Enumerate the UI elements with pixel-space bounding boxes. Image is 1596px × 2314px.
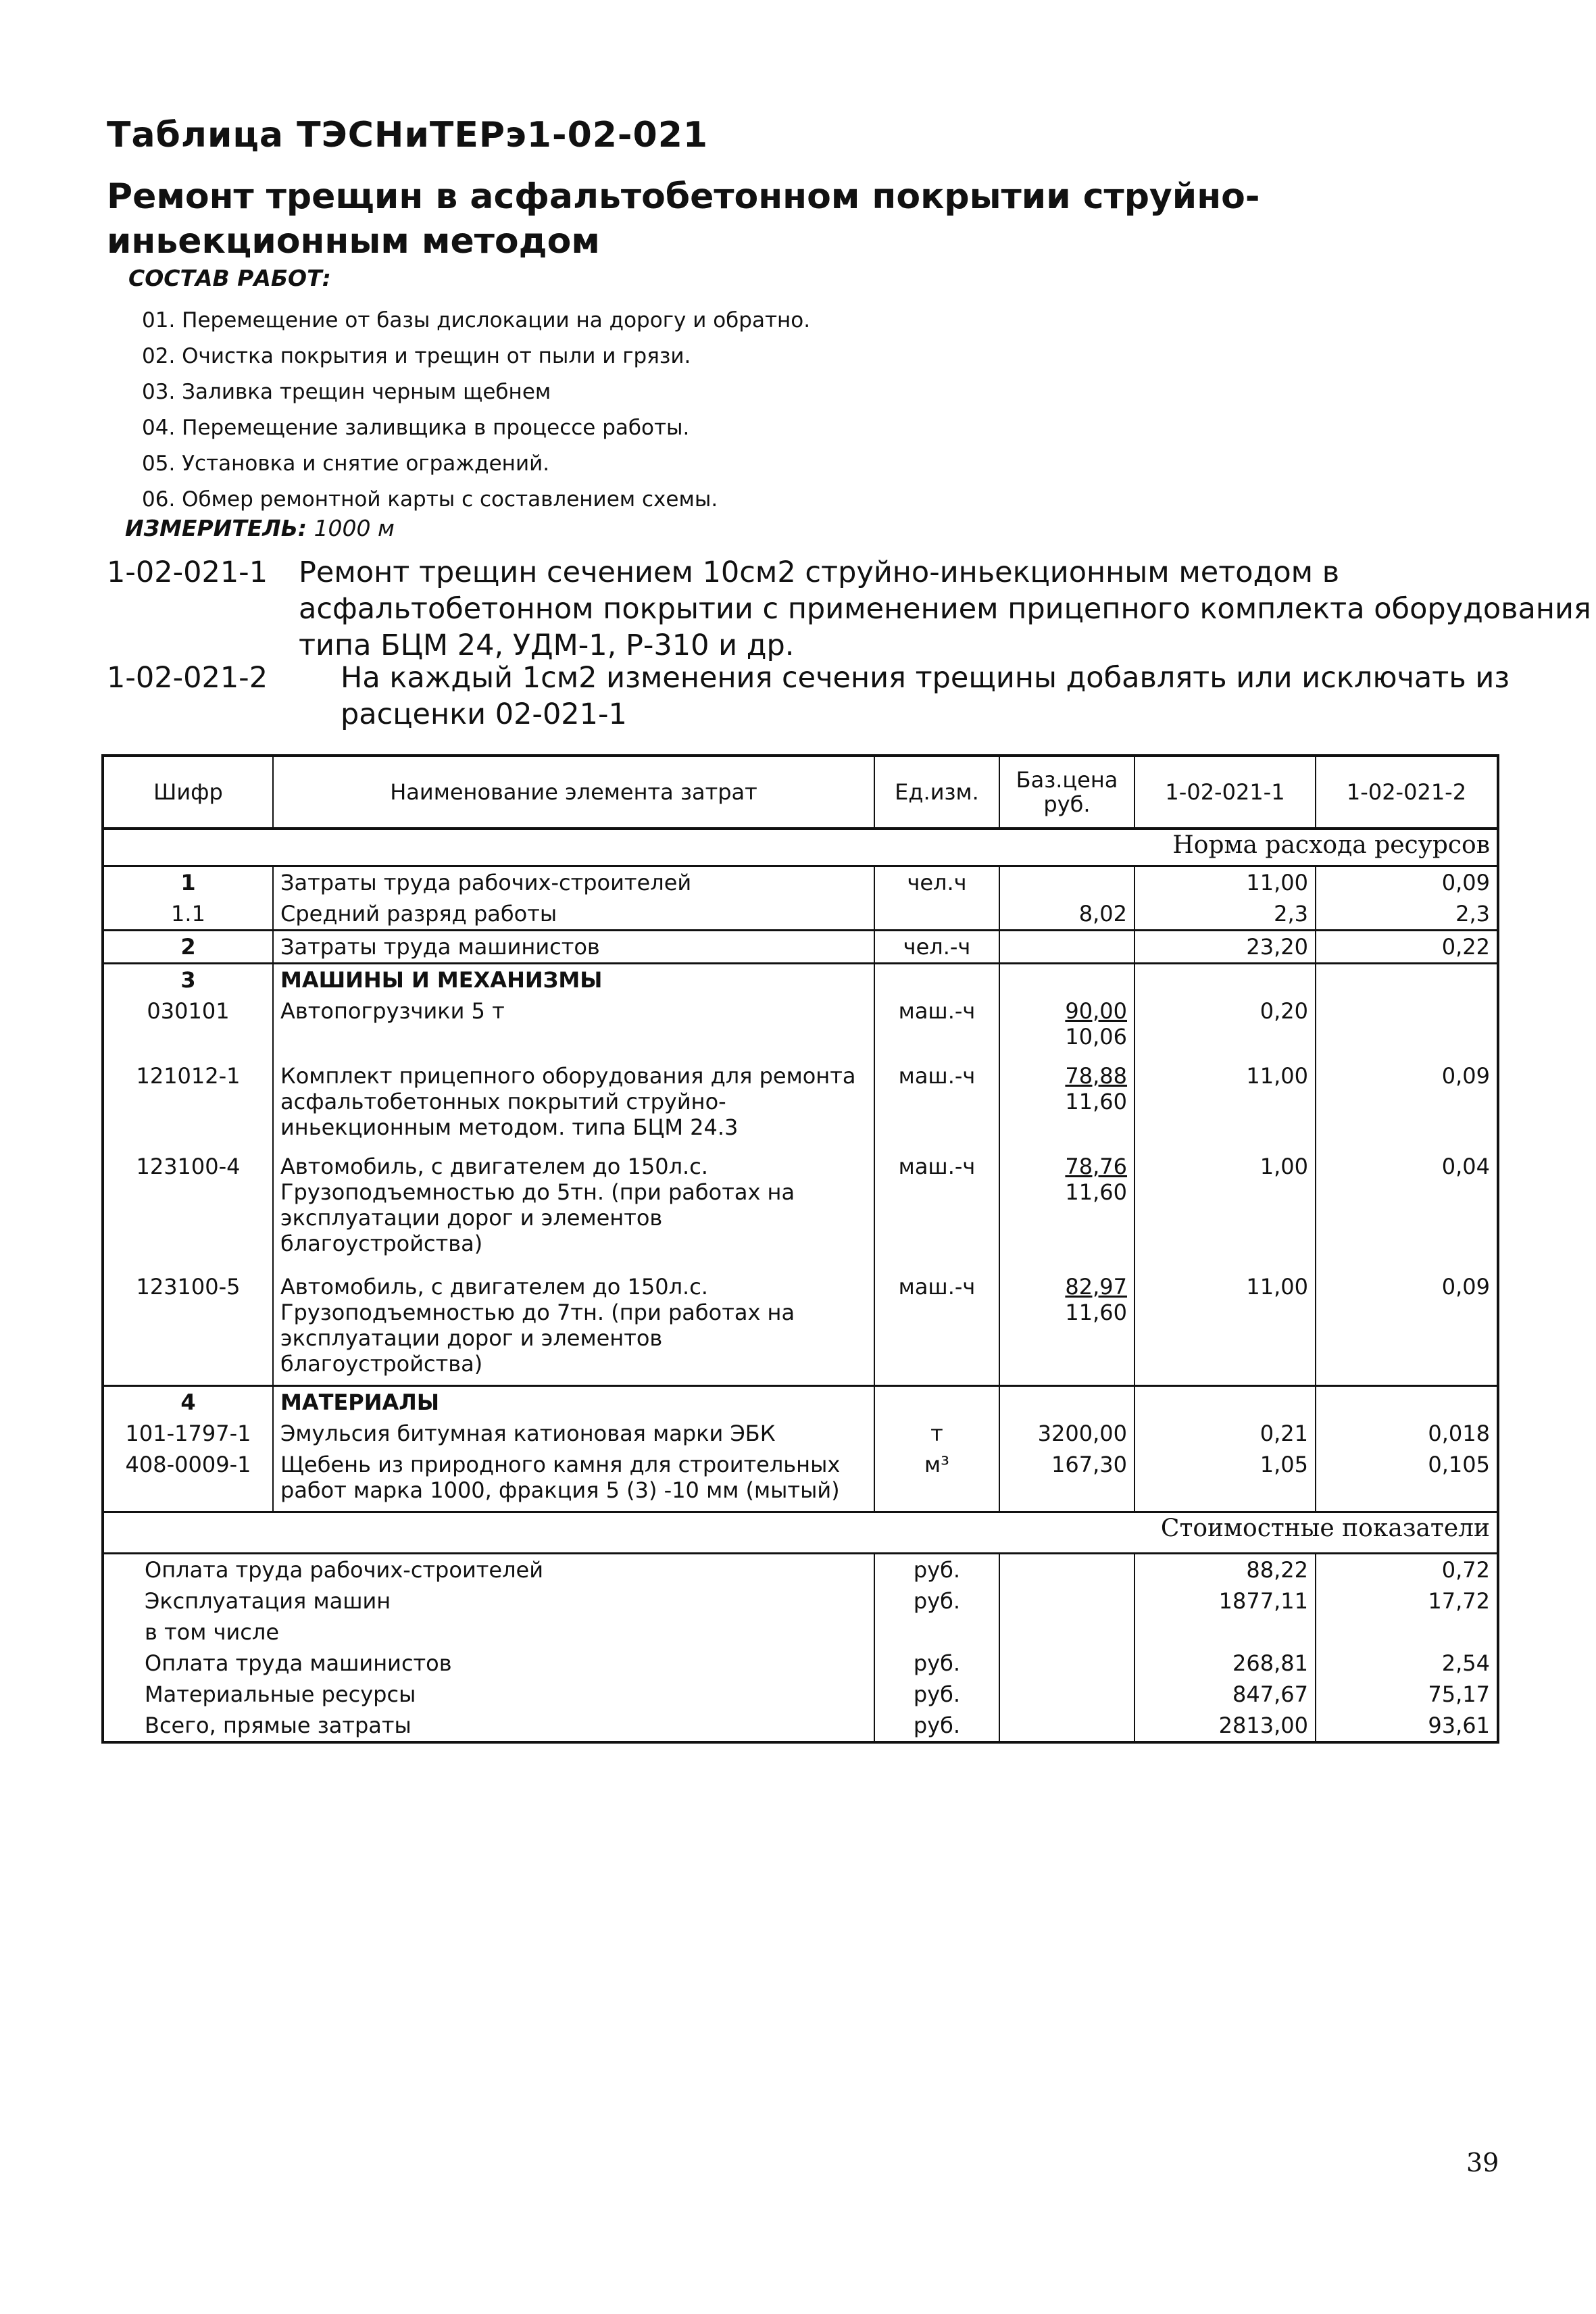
cost-unit [874,1617,999,1648]
header-col2: 1-02-021-2 [1316,756,1498,829]
row-price: 167,30 [999,1449,1134,1512]
row-code: 1.1 [103,898,273,931]
row-value-2: 0,09 [1316,1271,1498,1386]
page-number: 39 [1466,2148,1499,2177]
header-row [103,756,1498,829]
header-name: Наименование элемента затрат [273,756,874,829]
work-item: 02. Очистка покрытия и трещин от пыли и грязи. [142,344,691,368]
cost-value-1: 1877,11 [1134,1585,1316,1617]
row-unit: чел.ч [874,866,999,899]
table-row [103,1418,1498,1449]
row-value-1: 23,20 [1134,931,1316,964]
price-base: 90,00 [1065,998,1127,1024]
document-title: Таблица ТЭСНиТЕРэ1-02-021 [107,115,709,155]
row-value-1: 0,20 [1134,995,1316,1060]
row-unit: т [874,1418,999,1449]
row-value-1: 11,00 [1134,1271,1316,1386]
cost-empty [999,1648,1134,1679]
row-name: Щебень из природного камня для строительных работ марка 1000, фракция 5 (3) -10 мм (мытый) [273,1449,874,1512]
code-entry [107,660,1526,741]
cost-row [103,1710,1498,1742]
cost-value-2 [1316,1617,1498,1648]
row-price [999,1151,1134,1271]
row-unit: м³ [874,1449,999,1512]
norm-label: Норма расхода ресурсов [103,829,1498,866]
cost-row [103,1679,1498,1710]
row-code: 121012-1 [103,1060,273,1151]
row-unit: маш.-ч [874,1271,999,1386]
code-description: Ремонт трещин сечением 10см2 струйно-иньекционным методом в асфальтобетонном покрытии с применением прицепного комплекта оборудования типа БЦМ 24, УДМ-1, Р-310 и др. [299,556,1591,662]
meter-label: ИЗМЕРИТЕЛЬ: [125,515,307,541]
row-value-1 [1134,1386,1316,1419]
row-unit: маш.-ч [874,1060,999,1151]
table-row [103,1271,1498,1386]
cost-name: Материальные ресурсы [103,1679,874,1710]
cost-row [103,1617,1498,1648]
cost-name: Эксплуатация машин [103,1585,874,1617]
table-row [103,931,1498,964]
row-price [999,1386,1134,1419]
row-name: Средний разряд работы [273,898,874,931]
row-name: МАШИНЫ И МЕХАНИЗМЫ [273,964,874,996]
cost-header-row [103,1512,1498,1554]
row-price: 8,02 [999,898,1134,931]
price-wage: 11,60 [1065,1179,1127,1205]
row-price: 3200,00 [999,1418,1134,1449]
norm-row [103,829,1498,866]
cost-value-2: 17,72 [1316,1585,1498,1617]
row-name: МАТЕРИАЛЫ [273,1386,874,1419]
work-item: 01. Перемещение от базы дислокации на дорогу и обратно. [142,308,811,333]
row-unit [874,964,999,996]
table-row [103,1060,1498,1151]
cost-row [103,1585,1498,1617]
row-value-1: 11,00 [1134,1060,1316,1151]
row-value-1: 11,00 [1134,866,1316,899]
row-code: 030101 [103,995,273,1060]
price-base: 78,76 [1065,1154,1127,1179]
table-row [103,1386,1498,1419]
cost-name: Оплата труда рабочих-строителей [103,1554,874,1586]
row-price [999,995,1134,1060]
row-unit [874,898,999,931]
row-value-1: 2,3 [1134,898,1316,931]
row-value-1: 0,21 [1134,1418,1316,1449]
header-col1: 1-02-021-1 [1134,756,1316,829]
code-number: 1-02-021-1 [107,556,268,589]
work-item: 06. Обмер ремонтной карты с составлением схемы. [142,487,718,512]
row-value-2: 0,09 [1316,1060,1498,1151]
cost-label: Стоимостные показатели [103,1512,1498,1554]
composition-heading: СОСТАВ РАБОТ: [128,265,331,291]
price-base: 78,88 [1065,1063,1127,1089]
table-row [103,995,1498,1060]
code-entry [107,554,1591,669]
works-list [142,303,810,518]
row-value-2: 0,04 [1316,1151,1498,1271]
cost-unit: руб. [874,1585,999,1617]
row-price [999,931,1134,964]
cost-value-1 [1134,1617,1316,1648]
cost-value-1: 2813,00 [1134,1710,1316,1742]
cost-value-2: 75,17 [1316,1679,1498,1710]
row-value-2: 0,09 [1316,866,1498,899]
row-code: 101-1797-1 [103,1418,273,1449]
row-name: Комплект прицепного оборудования для ремонта асфальтобетонных покрытий струйно-иньекционным методом. типа БЦМ 24.3 [273,1060,874,1151]
row-value-2: 0,018 [1316,1418,1498,1449]
cost-unit: руб. [874,1710,999,1742]
price-base: 82,97 [1065,1274,1127,1300]
work-item: 05. Установка и снятие ограждений. [142,451,550,476]
cost-value-2: 0,72 [1316,1554,1498,1586]
table-row [103,866,1498,899]
row-value-1: 1,05 [1134,1449,1316,1512]
row-value-1 [1134,964,1316,996]
table-row [103,964,1498,996]
cost-empty [999,1554,1134,1586]
row-name: Затраты труда машинистов [273,931,874,964]
row-code: 4 [103,1386,273,1419]
cost-name: в том числе [103,1617,874,1648]
document-subtitle: Ремонт трещин в асфальтобетонном покрытии струйно-иньекционным методом [107,176,1260,262]
row-code: 3 [103,964,273,996]
row-price [999,964,1134,996]
price-wage: 10,06 [1065,1024,1127,1050]
row-unit [874,1386,999,1419]
row-value-2 [1316,1386,1498,1419]
price-wage: 11,60 [1065,1300,1127,1325]
header-code: Шифр [103,756,273,829]
table-row [103,1151,1498,1271]
cost-unit: руб. [874,1679,999,1710]
cost-empty [999,1617,1134,1648]
row-price [999,866,1134,899]
row-price [999,1060,1134,1151]
work-item: 03. Заливка трещин черным щебнем [142,380,551,404]
row-value-2 [1316,964,1498,996]
row-name: Затраты труда рабочих-строителей [273,866,874,899]
cost-row [103,1648,1498,1679]
row-value-2: 2,3 [1316,898,1498,931]
row-code: 123100-5 [103,1271,273,1386]
row-price [999,1271,1134,1386]
row-value-1: 1,00 [1134,1151,1316,1271]
price-wage: 11,60 [1065,1089,1127,1114]
cost-row [103,1554,1498,1586]
header-unit: Ед.изм. [874,756,999,829]
code-number: 1-02-021-2 [107,661,268,695]
cost-value-2: 2,54 [1316,1648,1498,1679]
cost-empty [999,1585,1134,1617]
row-unit: чел.-ч [874,931,999,964]
cost-value-1: 88,22 [1134,1554,1316,1586]
cost-name: Всего, прямые затраты [103,1710,874,1742]
header-price: Баз.цена руб. [999,756,1134,829]
cost-name: Оплата труда машинистов [103,1648,874,1679]
cost-value-2: 93,61 [1316,1710,1498,1742]
row-name: Автомобиль, с двигателем до 150л.с. Грузоподъемностью до 5тн. (при работах на эксплуатации дорог и элементов благоустройства) [273,1151,874,1271]
row-value-2: 0,105 [1316,1449,1498,1512]
cost-empty [999,1710,1134,1742]
cost-unit: руб. [874,1554,999,1586]
row-unit: маш.-ч [874,1151,999,1271]
cost-unit: руб. [874,1648,999,1679]
row-name: Автомобиль, с двигателем до 150л.с. Грузоподъемностью до 7тн. (при работах на эксплуатации дорог и элементов благоустройства) [273,1271,874,1386]
table-row [103,898,1498,931]
row-code: 2 [103,931,273,964]
row-name: Автопогрузчики 5 т [273,995,874,1060]
code-description: На каждый 1см2 изменения сечения трещины добавлять или исключать из расценки 02-021-1 [341,661,1510,731]
row-value-2 [1316,995,1498,1060]
row-name: Эмульсия битумная катионовая марки ЭБК [273,1418,874,1449]
resource-table [101,754,1499,1744]
cost-value-1: 847,67 [1134,1679,1316,1710]
cost-value-1: 268,81 [1134,1648,1316,1679]
row-value-2: 0,22 [1316,931,1498,964]
meter-value: 1000 м [314,515,395,541]
row-code: 123100-4 [103,1151,273,1271]
row-unit: маш.-ч [874,995,999,1060]
row-code: 408-0009-1 [103,1449,273,1512]
cost-empty [999,1679,1134,1710]
work-item: 04. Перемещение заливщика в процессе работы. [142,416,690,440]
table-row [103,1449,1498,1512]
meter-line [125,515,395,541]
row-code: 1 [103,866,273,899]
